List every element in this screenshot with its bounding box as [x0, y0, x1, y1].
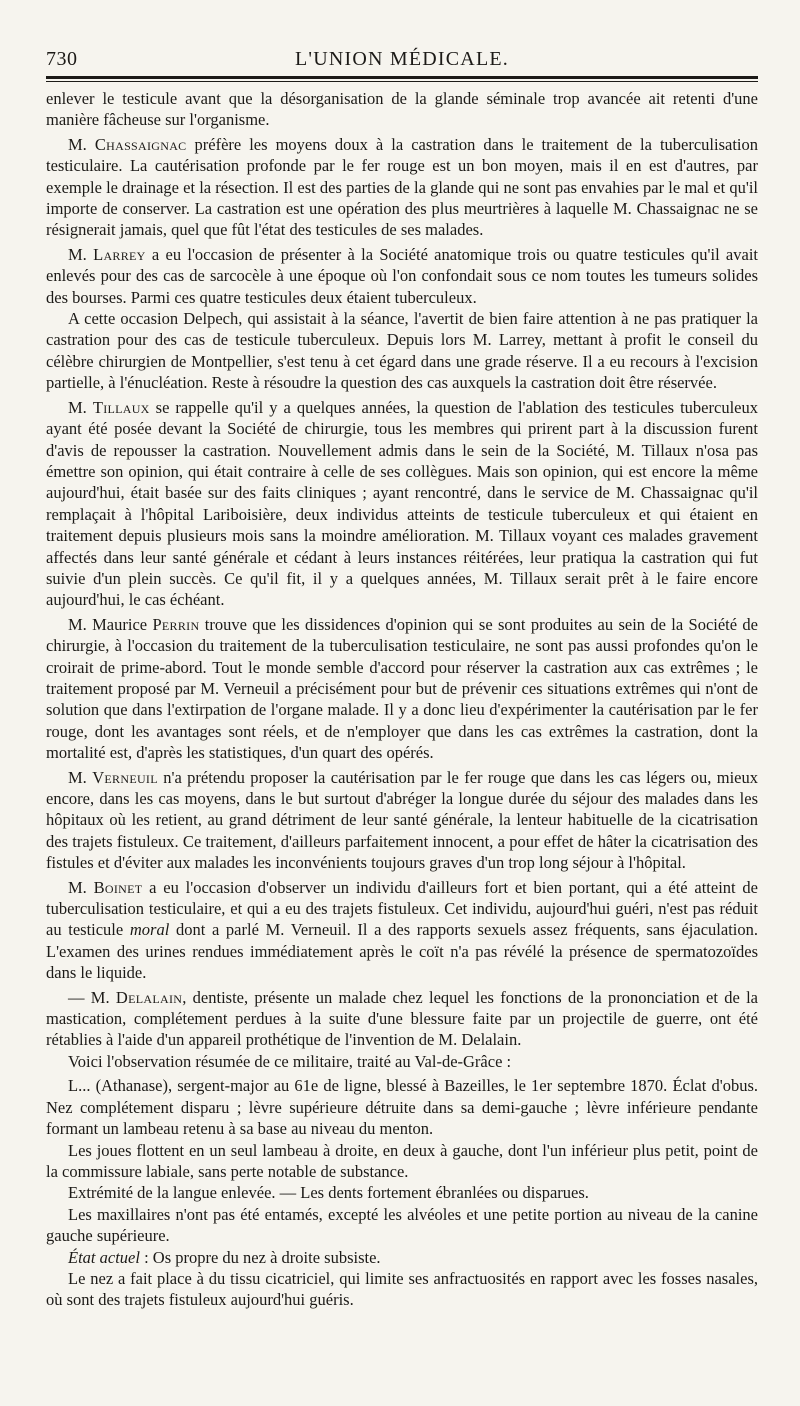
paragraph: [46, 987, 758, 1051]
paragraph: [46, 767, 758, 874]
text-run: préfère les moyens doux à la castration dans le traitement de la tuberculisation testiculaire. La cautérisation profonde par le fer rouge est un bon moyen, mais il en est d'autres, par exemple le drainage et la résection. Il est des parties de la glande qui ne sont pas envahies par le mal et qu'il importe de conserver. La castration est une opération des plus meurtrières à laquelle M. Chassaignac ne se résignerait jamais, quel que fût l'état des testicules de ses malades.: [46, 134, 759, 240]
article-body: [46, 88, 758, 1311]
text-run: a eu l'occasion de présenter à la Société anatomique trois ou quatre testicules qu'il avait enlevés pour des cas de sarcocèle à une époque où l'on confondait sous ce nom toutes les tumeurs solides des bourses. Parmi ces quatre testicules deux étaient tuberculeux.: [46, 244, 758, 307]
text-run: L... (Athanase), sergent-major au 61e de ligne, blessé à Bazeilles, le 1er septembre 1870. Éclat d'obus. Nez complétement disparu ; lèvre supérieure détruite dans sa demi-gauche ; lèvre inférieure pendante formant un lambeau retenu à sa base au niveau du menton.: [46, 1076, 758, 1139]
text-run: a eu l'occasion d'observer un individu d'ailleurs fort et bien portant, qui a été atteint de tuberculisation testiculaire, et qui a eu des trajets fistuleux. Cet individu, aujourd'hui guéri, n'est pas réduit au testicule: [46, 877, 759, 940]
paragraph: [46, 1051, 758, 1072]
speaker-name: Verneuil: [92, 767, 158, 787]
text-run: Les maxillaires n'ont pas été entamés, excepté les alvéoles et une petite portion au niveau de la canine gauche supérieure.: [46, 1204, 758, 1246]
header-rule: [46, 76, 758, 79]
speaker-name: Chassaignac: [94, 134, 187, 154]
header-rule-thin: [46, 81, 758, 82]
speaker-name: Larrey: [93, 244, 146, 264]
text-run: : Os propre du nez à droite subsiste.: [139, 1247, 381, 1267]
page-number: 730: [46, 48, 78, 70]
text-run: Le nez a fait place à du tissu cicatriciel, qui limite ses anfractuosités en rapport avec les fosses nasales, où sont des trajets fistuleux aujourd'hui guéris.: [46, 1268, 758, 1310]
emphasis: moral: [129, 920, 170, 940]
text-run: M. Maurice: [68, 614, 153, 634]
text-run: — M.: [68, 987, 116, 1007]
text-run: Voici l'observation résumée de ce militaire, traité au Val-de-Grâce :: [68, 1051, 512, 1071]
text-run: M.: [68, 397, 93, 417]
paragraph: [46, 1247, 758, 1268]
text-run: A cette occasion Delpech, qui assistait à la séance, l'avertit de bien faire attention à ne pas pratiquer la castration pour des cas de testicule tuberculeux. Depuis lors M. Larrey, mettant à profit le conseil du célèbre chirurgien de Montpellier, s'est tenu à cet égard dans une grade réserve. Il a eu recours à l'excision partielle, à l'énucléation. Reste à résoudre la question des cas auxquels la castration doit être réservée.: [46, 309, 758, 393]
paragraph: [46, 244, 758, 308]
paragraph: [46, 877, 758, 984]
emphasis: État actuel: [68, 1247, 140, 1267]
text-run: trouve que les dissidences d'opinion qui se sont produites au sein de la Société de chirurgie, à l'occasion du traitement de la tuberculisation testiculaire, ne sont pas aussi profondes qu'on le croirait de prime-abord. Tout le monde semble d'accord pour réserver la castration aux cas extrêmes ; le traitement proposé par M. Verneuil a précisément pour but de prévenir ces situations extrêmes qui n'ont de solution que dans l'extirpation de l'organe malade. Il y a donc lieu d'expérimenter la cautérisation par le fer rouge, dont les avantages sont réels, et de n'employer que dans les cas extrêmes la castration, dont la mortalité est, d'après les statistiques, d'un quart des opérés.: [46, 614, 758, 763]
text-run: enlever le testicule avant que la désorganisation de la glande séminale trop avancée ait retenti d'une manière fâcheuse sur l'organisme.: [46, 89, 758, 130]
text-run: M.: [68, 877, 94, 897]
paragraph: [46, 134, 758, 241]
text-run: Extrémité de la langue enlevée. — Les dents fortement ébranlées ou disparues.: [68, 1183, 589, 1203]
paragraph: [46, 1075, 758, 1139]
text-run: se rappelle qu'il y a quelques années, la question de l'ablation des testicules tuberculeux ayant été posée devant la Société de chirurgie, tous les membres qui prirent part à la discussion furent d'avis de repousser la castration. Nouvellement admis dans le sein de la Société, M. Tillaux n'osa pas émettre son opinion, qui était contraire à celle de ses collègues. Mais son opinion, qui est encore la même aujourd'hui, était basée sur des faits cliniques ; ayant rencontré, dans le service de M. Chassaignac qu'il remplaçait à l'hôpital Lariboisière, deux individus atteints de testicule tuberculeux et qui étaient en traitement depuis plusieurs mois sans la moindre amélioration. M. Tillaux voyant ces malades gravement affectés dans leur santé générale et cédant à leurs instances réitérées, leur pratiqua la castration qui fut suivie d'un plein succès. Ce qu'il fit, il y a quelques années, M. Tillaux serait prêt à le faire encore aujourd'hui, le cas échéant.: [46, 397, 758, 610]
speaker-name: Tillaux: [92, 397, 150, 417]
paragraph: [46, 1140, 758, 1183]
running-header: [46, 44, 758, 74]
text-run: dont a parlé M. Verneuil. Il a des rapports sexuels assez fréquents, sans éjaculation. L'examen des urines rendues immédiatement après le coït n'a pas révélé la présence de spermatozoïdes dans le liquide.: [46, 920, 758, 983]
paragraph: [46, 614, 758, 764]
paragraph: [46, 1268, 758, 1311]
text-run: M.: [68, 244, 94, 264]
text-run: M.: [68, 134, 95, 154]
paragraph: [46, 1182, 758, 1203]
speaker-name: Boinet: [93, 877, 143, 897]
paragraph: [46, 1204, 758, 1247]
text-run: , dentiste, présente un malade chez lequel les fonctions de la prononciation et de la mastication, complétement perdues à la suite d'une blessure faite par un projectile de guerre, ont été rétablies à l'aide d'un appareil prothétique de l'invention de M. Delalain.: [46, 987, 759, 1050]
paragraph: [46, 88, 758, 131]
text-run: Les joues flottent en un seul lambeau à droite, en deux à gauche, dont l'un inférieur plus petit, point de la commissure labiale, sans perte notable de substance.: [46, 1140, 758, 1181]
speaker-name: Perrin: [152, 614, 200, 634]
paragraph: [46, 308, 758, 394]
running-title: L'UNION MÉDICALE.: [295, 48, 509, 70]
text-run: n'a prétendu proposer la cautérisation par le fer rouge que dans les cas légers ou, mieux encore, dans les cas moyens, dans le but surtout d'abréger la longue durée du séjour des malades dans les hôpitaux où les retient, au grand détriment de leur santé générale, la lenteur habituelle de la cicatrisation des trajets fistuleux. Ce traitement, d'ailleurs parfaitement innocent, a pour effet de hâter la cicatrisation des fistules et d'éviter aux malades les inconvénients toujours graves d'un trop long séjour à l'hôpital.: [46, 767, 759, 873]
speaker-name: Delalain: [115, 987, 183, 1007]
text-run: M.: [68, 767, 93, 787]
paragraph: [46, 397, 758, 611]
